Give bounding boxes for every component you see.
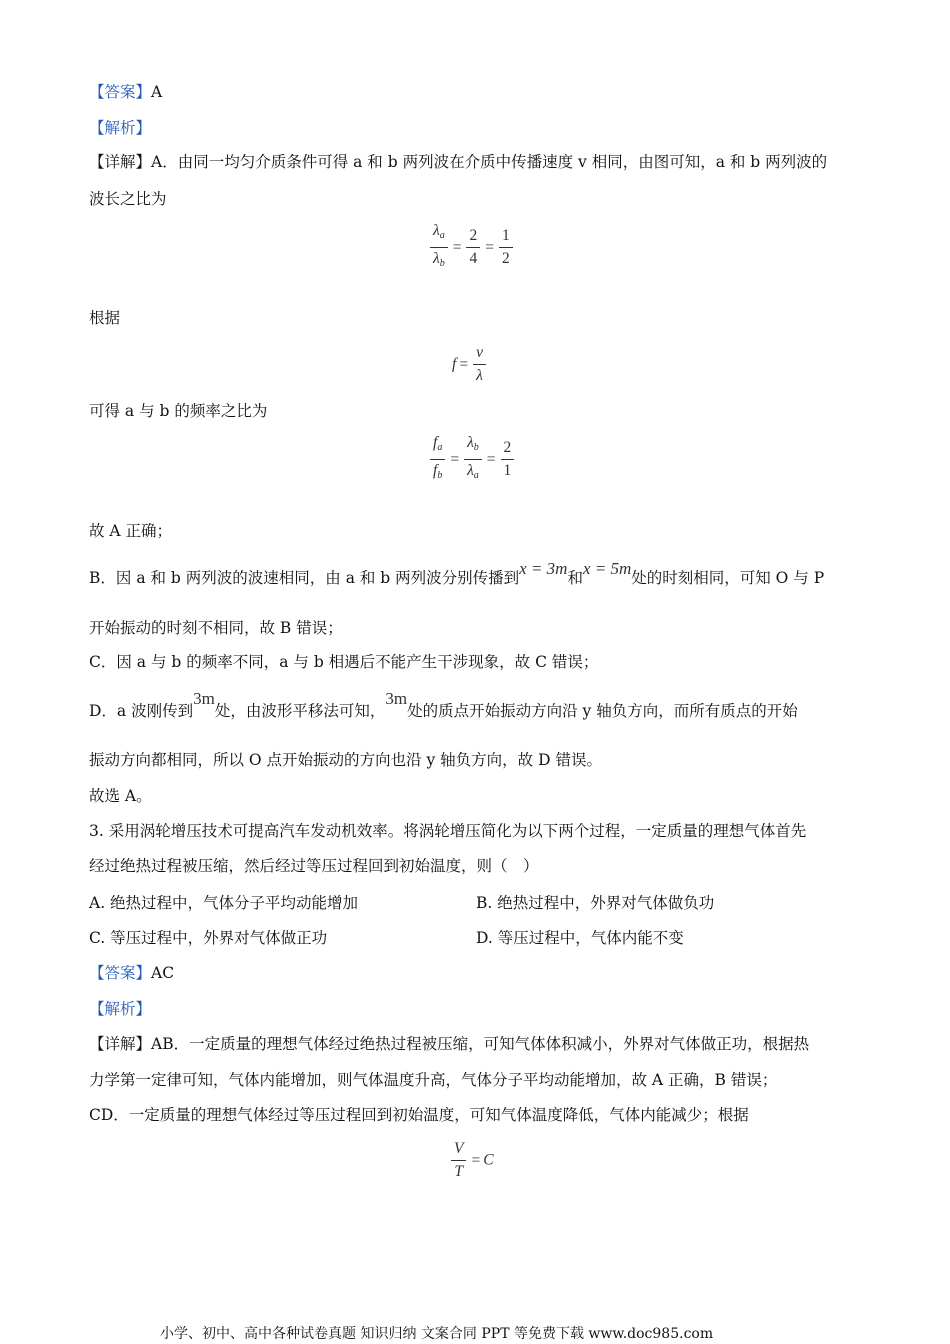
a-correct-line: 故 A 正确； xyxy=(89,522,173,540)
fraction: $\frac{V}{T}$ xyxy=(451,1140,466,1181)
analysis-line-1 xyxy=(89,117,151,139)
detail-3-line-2: 力学第一定律可知，气体内能增加，则气体温度升高，气体分子平均动能增加，故 A 正确，B 错误； xyxy=(89,1071,778,1089)
detail-line-1 xyxy=(89,151,827,173)
analysis-tag: 【解析】 xyxy=(89,1000,152,1018)
detail-tag: 【详解】 xyxy=(89,1035,152,1053)
option-a: A. 绝热过程中，气体分子平均动能增加 xyxy=(89,894,359,912)
option-b-analysis-line-2: 开始振动的时刻不相同，故 B 错误； xyxy=(89,619,343,637)
fraction: $\frac{f_a}{f_b}$ xyxy=(430,434,445,485)
question-3-line-1: 3. 采用涡轮增压技术可提高汽车发动机效率。将涡轮增压简化为以下两个过程，一定质量的理想气体首先 xyxy=(89,822,807,840)
answer-line-1 xyxy=(89,81,162,103)
answer-line-3 xyxy=(89,962,174,984)
frequency-ratio-line: 可得 a 与 b 的频率之比为 xyxy=(89,402,268,420)
equation-wavelength-ratio: $\frac{\lambda_a}{\lambda_b}$ = $\frac{2}{4}$ = $\frac{1}{2}$ xyxy=(428,222,515,273)
detail-3-line-1: 【详解】AB．一定质量的理想气体经过绝热过程被压缩，可知气体体积减小，外界对气体做正功，根据热 xyxy=(89,1035,810,1053)
analysis-tag: 【解析】 xyxy=(89,119,152,137)
according-line: 根据 xyxy=(89,309,121,327)
equation-ideal-gas: $\frac{V}{T}$ = C xyxy=(449,1140,494,1181)
equation-frequency-ratio: $\frac{f_a}{f_b}$ = $\frac{\lambda_b}{\lambda_a}$ = $\frac{2}{1}$ xyxy=(428,434,516,485)
option-d-analysis-line-2: 振动方向都相同，所以 O 点开始振动的方向也沿 y 轴负方向，故 D 错误。 xyxy=(89,751,602,769)
option-d: D. 等压过程中，气体内能不变 xyxy=(476,929,684,947)
option-b-analysis-line-1: B．因 a 和 b 两列波的波速相同，由 a 和 b 两列波分别传播到x = 3m和x = 5m处的时刻相同，可知 O 与 P xyxy=(89,559,825,587)
option-c: C. 等压过程中，外界对气体做正功 xyxy=(89,929,328,947)
fraction: $\frac{v}{\lambda}$ xyxy=(473,344,486,385)
fraction: $\frac{\lambda_b}{\lambda_a}$ xyxy=(464,434,482,485)
choose-line: 故选 A。 xyxy=(89,787,152,805)
answer-value: AC xyxy=(151,964,175,982)
detail-3-line-3: CD．一定质量的理想气体经过等压过程回到初始温度，可知气体温度降低，气体内能减少；根据 xyxy=(89,1106,749,1124)
fraction: $\frac{1}{2}$ xyxy=(499,227,513,268)
detail-text: A．由同一均匀介质条件可得 a 和 b 两列波在介质中传播速度 v 相同，由图可知，a 和 b 两列波的 xyxy=(151,153,828,171)
fraction: $\frac{2}{4}$ xyxy=(466,227,480,268)
option-c-analysis-line: C．因 a 与 b 的频率不同，a 与 b 相遇后不能产生干涉现象，故 C 错误； xyxy=(89,653,599,671)
detail-line-2: 波长之比为 xyxy=(89,190,167,208)
detail-tag: 【详解】 xyxy=(89,153,152,171)
equation-frequency: f = $\frac{v}{\lambda}$ xyxy=(452,344,488,385)
answer-tag: 【答案】 xyxy=(89,83,152,101)
analysis-line-3 xyxy=(89,998,151,1020)
fraction: $\frac{2}{1}$ xyxy=(501,439,515,480)
fraction: $\frac{\lambda_a}{\lambda_b}$ xyxy=(430,222,448,273)
question-3-line-2: 经过绝热过程被压缩，然后经过等压过程回到初始温度，则（ ） xyxy=(89,857,539,875)
option-d-analysis-line-1: D．a 波刚传到3m处，由波形平移法可知，3m处的质点开始振动方向沿 y 轴负方向，而所有质点的开始 xyxy=(89,689,798,720)
option-b: B. 绝热过程中，外界对气体做负功 xyxy=(476,894,715,912)
answer-tag: 【答案】 xyxy=(89,964,152,982)
answer-value: A xyxy=(151,83,163,101)
footer-text: 小学、初中、高中各种试卷真题 知识归纳 文案合同 PPT 等免费下载 www.doc985.com xyxy=(160,1326,714,1342)
